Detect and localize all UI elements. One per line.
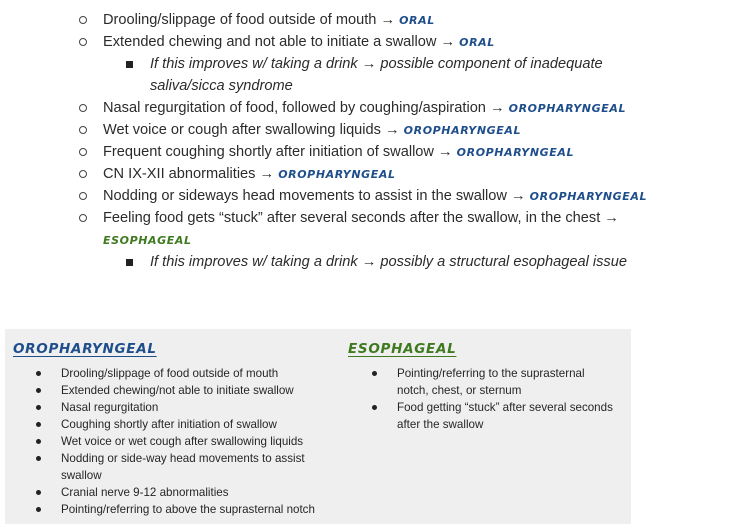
list-item-text: swallow (61, 469, 102, 482)
list-item (61, 382, 315, 399)
bullet-icon (36, 405, 41, 410)
oropharyngeal-heading: OROPHARYNGEAL (13, 341, 157, 357)
hollow-bullet-icon (79, 38, 87, 46)
hollow-bullet-icon (79, 16, 87, 24)
outline-item (103, 208, 619, 228)
list-item-text: Nodding or side-way head movements to assist (61, 452, 305, 465)
list-item-text: Drooling/slippage of food outside of mouth (61, 367, 279, 380)
outline-subitem-text: If this improves w/ taking a drink → possibly a structural esophageal issue (150, 254, 627, 270)
outline-item (103, 120, 521, 141)
list-item (61, 501, 315, 518)
bullet-icon (36, 490, 41, 495)
list-item-text: Nasal regurgitation (61, 401, 159, 414)
list-item (61, 433, 315, 450)
oropharyngeal-tag: OROPHARYNGEAL (508, 102, 627, 115)
oropharyngeal-tag: OROPHARYNGEAL (403, 124, 522, 137)
hollow-bullet-icon (79, 126, 87, 134)
list-item-text: Extended chewing/not able to initiate swallow (61, 384, 294, 397)
bullet-icon (36, 388, 41, 393)
list-item (61, 399, 315, 416)
outline-item (103, 32, 495, 53)
square-bullet-icon (126, 61, 133, 68)
list-item-continuation (397, 416, 613, 433)
outline-item (103, 142, 574, 163)
outline-item-text: Nasal regurgitation of food, followed by coughing/aspiration → (103, 100, 509, 116)
outline-subitem-continuation (150, 76, 293, 96)
list-item-text: Pointing/referring to the suprasternal (397, 367, 585, 380)
esophageal-heading: ESOPHAGEAL (348, 341, 457, 357)
outline-item (103, 10, 435, 31)
list-item (397, 365, 613, 382)
oropharyngeal-tag: OROPHARYNGEAL (278, 168, 396, 181)
esophageal-column (348, 340, 613, 433)
oropharyngeal-tag: OROPHARYNGEAL (456, 146, 575, 159)
outline-item-text: Frequent coughing shortly after initiation of swallow → (103, 144, 457, 160)
summary-panel (5, 329, 631, 524)
hollow-bullet-icon (79, 170, 87, 178)
outline-subitem (150, 252, 627, 272)
outline-subitem (150, 54, 603, 74)
oropharyngeal-tag: OROPHARYNGEAL (529, 190, 648, 203)
hollow-bullet-icon (79, 192, 87, 200)
list-item-text: Food getting “stuck” after several seconds (397, 401, 613, 414)
outline-item-text: Feeling food gets “stuck” after several seconds after the swallow, in the chest → (103, 210, 619, 226)
bullet-icon (372, 371, 377, 376)
list-item (61, 416, 315, 433)
list-item-text: notch, chest, or sternum (397, 384, 522, 397)
list-item-continuation (397, 382, 613, 399)
esophageal-list (348, 365, 613, 433)
list-item-continuation (61, 467, 315, 484)
oral-tag: ORAL (399, 14, 435, 27)
oral-tag: ORAL (459, 36, 495, 49)
list-item-text: Wet voice or wet cough after swallowing liquids (61, 435, 304, 448)
bullet-icon (36, 371, 41, 376)
bullet-icon (36, 439, 41, 444)
list-item-text: after the swallow (397, 418, 484, 431)
outline-item (103, 98, 626, 119)
list-item-text: Cranial nerve 9-12 abnormalities (61, 486, 229, 499)
bullet-icon (36, 456, 41, 461)
bullet-icon (36, 507, 41, 512)
square-bullet-icon (126, 259, 133, 266)
list-item (61, 365, 315, 382)
list-item (61, 484, 315, 501)
list-item (61, 450, 315, 467)
outline-item-text: Drooling/slippage of food outside of mouth → (103, 12, 400, 28)
hollow-bullet-icon (79, 104, 87, 112)
hollow-bullet-icon (79, 214, 87, 222)
bullet-icon (36, 422, 41, 427)
esophageal-tag: ESOPHAGEAL (103, 234, 192, 247)
outline-item-text: Extended chewing and not able to initiate a swallow → (103, 34, 460, 50)
list-item (397, 399, 613, 416)
bullet-icon (372, 405, 377, 410)
oropharyngeal-list (13, 365, 315, 518)
outline-item (103, 164, 396, 185)
list-item-text: Coughing shortly after initiation of swallow (61, 418, 277, 431)
outline-item-text: CN IX-XII abnormalities → (103, 166, 279, 182)
oropharyngeal-column (13, 340, 315, 518)
outline-subitem-text: If this improves w/ taking a drink → possible component of inadequate (150, 56, 603, 72)
hollow-bullet-icon (79, 148, 87, 156)
outline-item-text: Nodding or sideways head movements to assist in the swallow → (103, 188, 530, 204)
outline-subitem-text: saliva/sicca syndrome (150, 78, 293, 94)
outline-item-text: Wet voice or cough after swallowing liquids → (103, 122, 404, 138)
outline-item (103, 186, 647, 207)
outline-item-continuation (103, 230, 192, 251)
list-item-text: Pointing/referring to above the suprasternal notch (61, 503, 315, 516)
